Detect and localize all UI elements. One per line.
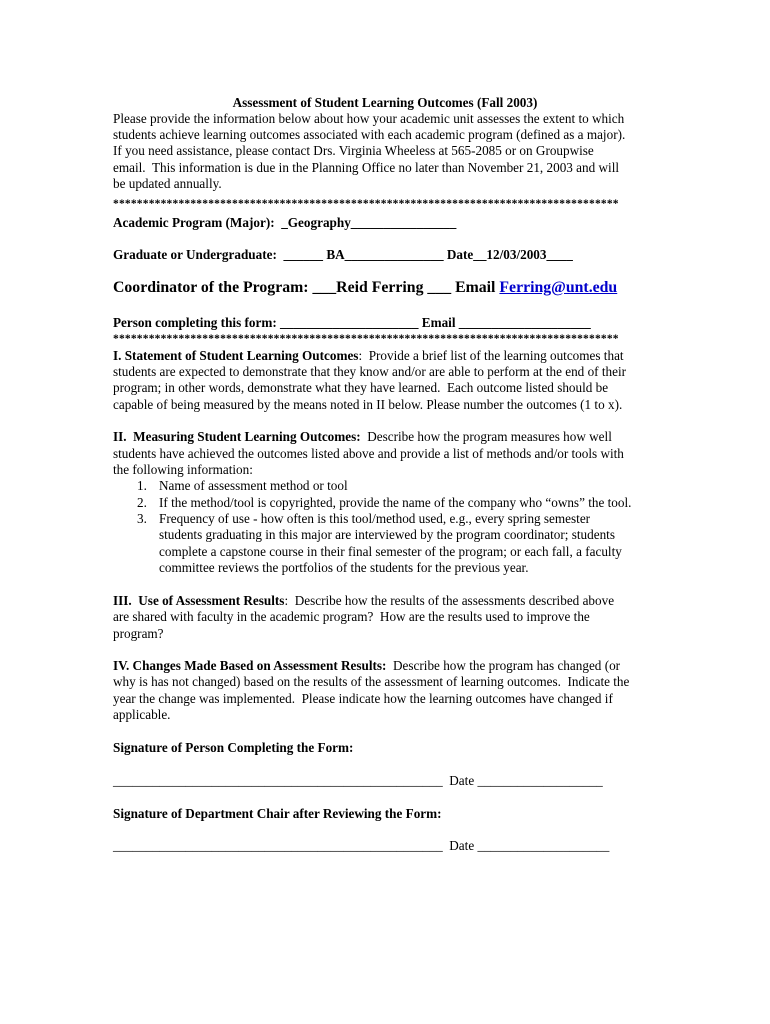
- list-item-continuation: students graduating in this major are interviewed by the program coordinator; students: [159, 527, 615, 542]
- person-signature-heading: Signature of Person Completing the Form:: [113, 740, 354, 755]
- chair-signature-date: Date ____________________: [449, 838, 610, 853]
- section3-line: program?: [113, 626, 164, 641]
- intro-line: Please provide the information below about how your academic unit assesses the extent to which: [113, 111, 625, 126]
- coordinator-email-label: Email: [455, 279, 496, 296]
- program-label: Academic Program (Major):: [113, 215, 275, 230]
- section1-line: I. Statement of Student Learning Outcomes: Provide a brief list of the learning outcomes that: [113, 348, 624, 363]
- list-item-continuation: committee reviews the portfolios of the students for the previous year.: [159, 560, 529, 575]
- person-signature-date: Date ___________________: [449, 773, 603, 788]
- list-item: 2. If the method/tool is copyrighted, provide the name of the company who “owns” the tool.: [137, 495, 632, 510]
- person-email-label: Email: [421, 315, 456, 330]
- person-value: _____________________: [280, 315, 419, 330]
- section4-line: IV. Changes Made Based on Assessment Results: Describe how the program has changed (or: [113, 658, 621, 673]
- person-signature-line: __________________________________________________: [113, 773, 443, 788]
- program-value: _Geography________________: [281, 215, 457, 230]
- section4-line: applicable.: [113, 707, 171, 722]
- coordinator-field: [113, 279, 673, 297]
- section3-line: III. Use of Assessment Results: Describe how the results of the assessments described above: [113, 593, 615, 608]
- document-title: Assessment of Student Learning Outcomes (Fall 2003): [232, 95, 538, 110]
- person-label: Person completing this form:: [113, 315, 277, 330]
- section1-heading: I. Statement of Student Learning Outcomes: [113, 348, 359, 363]
- person-signature-row: [113, 773, 673, 789]
- level-field: [113, 247, 673, 263]
- coordinator-email-link[interactable]: Ferring@unt.edu: [499, 279, 618, 296]
- coordinator-value: ___Reid Ferring ___: [312, 279, 452, 296]
- section4-heading: IV. Changes Made Based on Assessment Results:: [113, 658, 387, 673]
- person-field: [113, 315, 673, 331]
- section2-line: II. Measuring Student Learning Outcomes: Describe how the program measures how well: [113, 429, 612, 444]
- date-label: Date: [446, 247, 474, 262]
- section3-heading: III. Use of Assessment Results: [113, 593, 285, 608]
- section1-line: program; in other words, demonstrate what they have learned. Each outcome listed should be: [113, 380, 609, 395]
- level-value: ______ BA_______________: [283, 247, 444, 262]
- chair-signature-row: [113, 838, 673, 854]
- divider-stars: *************************************************************************************: [113, 198, 619, 210]
- chair-signature-heading: Signature of Department Chair after Reviewing the Form:: [113, 806, 442, 821]
- coordinator-label: Coordinator of the Program:: [113, 279, 309, 296]
- program-field: [113, 215, 673, 231]
- divider-stars: *************************************************************************************: [113, 333, 619, 345]
- intro-line: email. This information is due in the Planning Office no later than November 21, 2003 and will: [113, 160, 620, 175]
- level-label: Graduate or Undergraduate:: [113, 247, 277, 262]
- person-email-value: ____________________: [458, 315, 591, 330]
- section4-line: year the change was implemented. Please indicate how the learning outcomes have changed if: [113, 691, 613, 706]
- chair-signature-line: __________________________________________________: [113, 838, 443, 853]
- list-item: 1. Name of assessment method or tool: [137, 478, 348, 493]
- intro-line: be updated annually.: [113, 176, 222, 191]
- section1-line: capable of being measured by the means noted in II below. Please number the outcomes (1 to x).: [113, 397, 623, 412]
- date-value: __12/03/2003____: [473, 247, 573, 262]
- section1-line: students are expected to demonstrate that they know and/or are able to perform at the end of their: [113, 364, 627, 379]
- section3-line: are shared with faculty in the academic program? How are the results used to improve the: [113, 609, 590, 624]
- section4-line: why is has not changed) based on the results of the assessment of learning outcomes. Indicate the: [113, 674, 630, 689]
- section2-heading: II. Measuring Student Learning Outcomes:: [113, 429, 361, 444]
- intro-line: students achieve learning outcomes associated with each academic program (defined as a major).: [113, 127, 626, 142]
- section2-line: the following information:: [113, 462, 253, 477]
- intro-line: If you need assistance, please contact Drs. Virginia Wheeless at 565-2085 or on Groupwise: [113, 143, 594, 158]
- list-item-continuation: complete a capstone course in their final semester of the program; or each fall, a faculty: [159, 544, 622, 559]
- section2-line: students have achieved the outcomes listed above and provide a list of methods and/or tools with: [113, 446, 624, 461]
- list-item: 3. Frequency of use - how often is this tool/method used, e.g., every spring semester: [137, 511, 591, 526]
